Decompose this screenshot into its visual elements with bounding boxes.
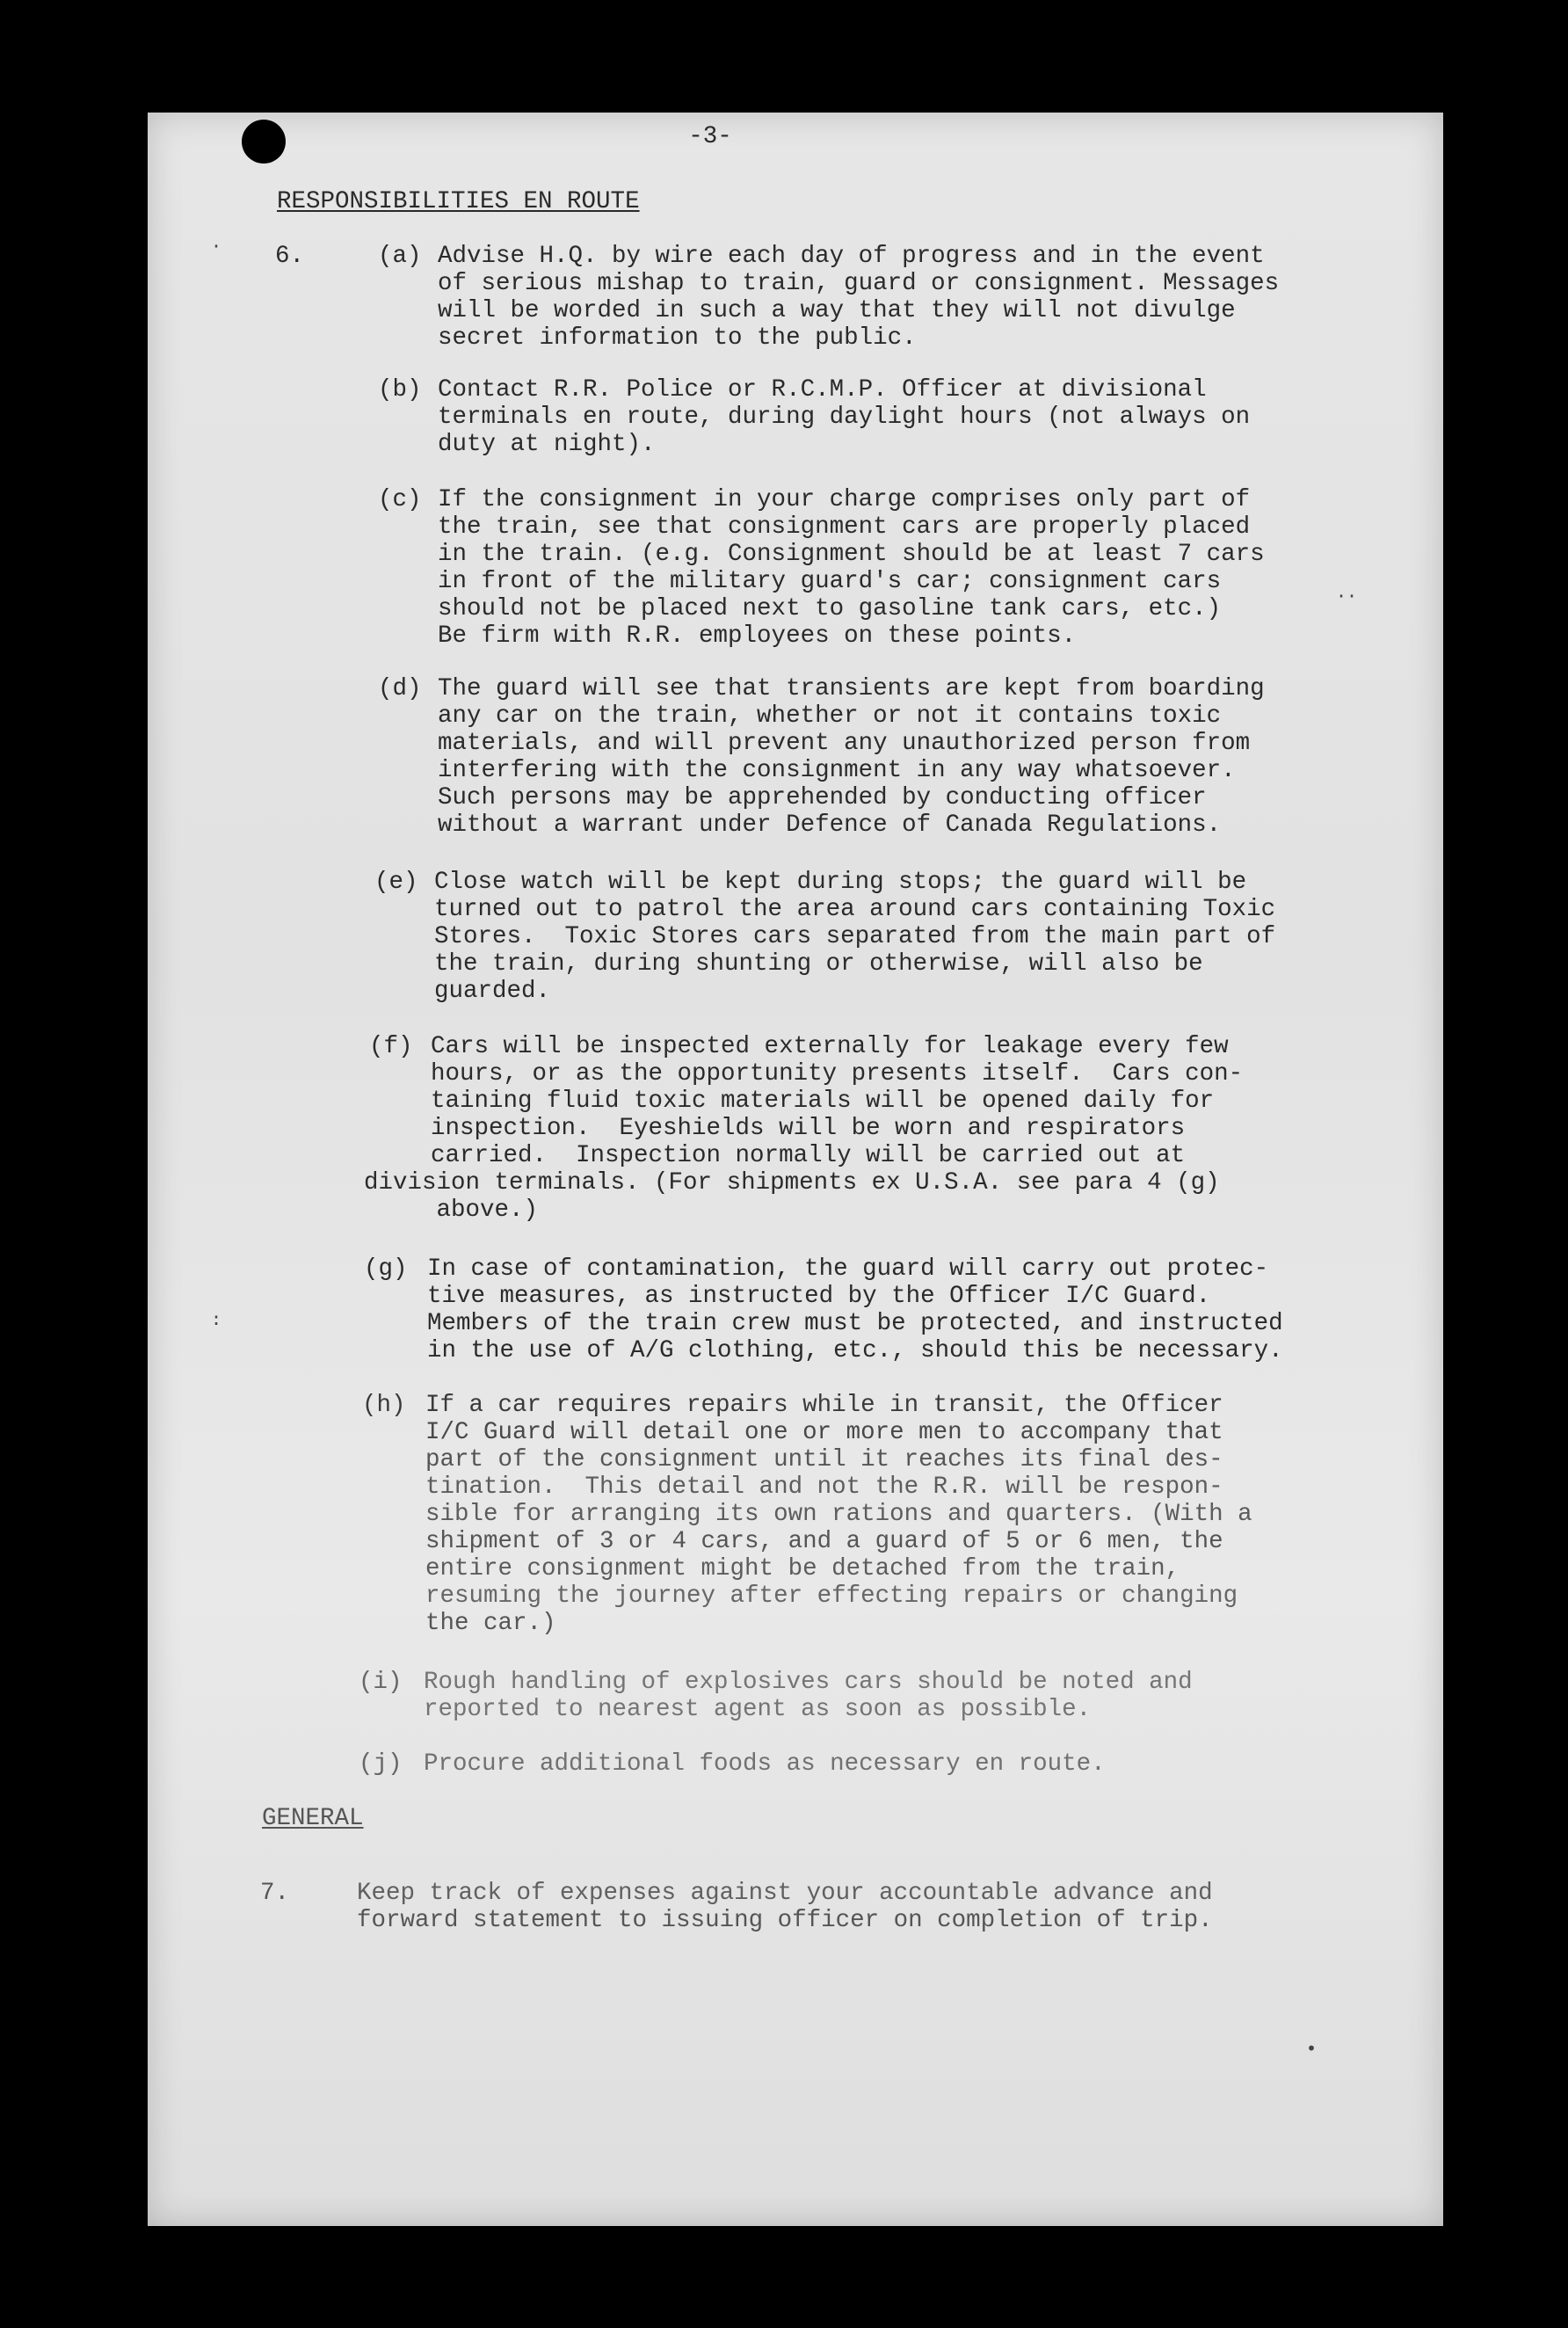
item-line: Advise H.Q. by wire each day of progress and in the event — [438, 243, 1265, 270]
item-line: entire consignment might be detached from the train, — [425, 1555, 1180, 1582]
item-line: If a car requires repairs while in transit, the Officer — [425, 1392, 1223, 1419]
item-line: turned out to patrol the area around cars containing Toxic — [434, 896, 1276, 923]
scan-speck: ·· — [1336, 586, 1358, 607]
item-line: tive measures, as instructed by the Officer I/C Guard. — [427, 1283, 1211, 1310]
item-line: Cars will be inspected externally for leakage every few — [431, 1033, 1229, 1060]
item-line: will be worded in such a way that they will not divulge — [438, 297, 1236, 324]
item-label: (f) — [369, 1033, 413, 1060]
paragraph-number-6: 6. — [275, 243, 305, 270]
section-heading-general: GENERAL — [262, 1805, 364, 1832]
item-line: shipment of 3 or 4 cars, and a guard of 5 or 6 men, the — [425, 1528, 1223, 1555]
item-line: The guard will see that transients are kept from boarding — [438, 675, 1265, 702]
item-line: secret information to the public. — [438, 324, 917, 352]
item-line: Such persons may be apprehended by conducting officer — [438, 784, 1207, 811]
item-line: division terminals. (For shipments ex U.S.A. see para 4 (g) — [364, 1169, 1220, 1197]
item-label: (b) — [378, 376, 422, 404]
item-line: sible for arranging its own rations and quarters. (With a — [425, 1501, 1252, 1528]
item-line: materials, and will prevent any unauthorized person from — [438, 730, 1251, 757]
item-line: any car on the train, whether or not it contains toxic — [438, 702, 1222, 730]
item-line: of serious mishap to train, guard or consignment. Messages — [438, 270, 1280, 297]
item-label: (d) — [378, 675, 422, 702]
item-line: part of the consignment until it reaches its final des- — [425, 1446, 1223, 1473]
item-label: (e) — [374, 869, 418, 896]
item-label: (g) — [364, 1255, 408, 1283]
item-line: Be firm with R.R. employees on these points. — [438, 622, 1077, 650]
paragraph-number-7: 7. — [260, 1880, 290, 1907]
item-line: the car.) — [425, 1610, 556, 1637]
item-line: in front of the military guard's car; consignment cars — [438, 568, 1222, 595]
item-line: above.) — [364, 1197, 539, 1224]
item-line: without a warrant under Defence of Canada Regulations. — [438, 811, 1222, 839]
item-label: (c) — [378, 486, 422, 513]
document-page — [148, 113, 1443, 2226]
item-line: the train, see that consignment cars are properly placed — [438, 513, 1251, 541]
item-line: reported to nearest agent as soon as possible. — [424, 1696, 1092, 1723]
item-label: (i) — [359, 1669, 403, 1696]
punch-hole — [242, 120, 286, 164]
item-line: If the consignment in your charge comprises only part of — [438, 486, 1251, 513]
item-line: should not be placed next to gasoline tank cars, etc.) — [438, 595, 1222, 622]
general-line: forward statement to issuing officer on completion of trip. — [357, 1907, 1213, 1934]
item-line: duty at night). — [438, 431, 656, 458]
item-label: (j) — [359, 1750, 403, 1778]
item-label: (h) — [362, 1392, 406, 1419]
item-line: Contact R.R. Police or R.C.M.P. Officer at divisional — [438, 376, 1207, 404]
item-line: guarded. — [434, 978, 551, 1005]
item-line: tination. This detail and not the R.R. will be respon- — [425, 1473, 1223, 1501]
item-line: Stores. Toxic Stores cars separated from the main part of — [434, 923, 1276, 950]
item-label: (a) — [378, 243, 422, 270]
item-line: In case of contamination, the guard will carry out protec- — [427, 1255, 1269, 1283]
item-line: hours, or as the opportunity presents itself. Cars con- — [431, 1060, 1244, 1088]
item-line: terminals en route, during daylight hours (not always on — [438, 404, 1251, 431]
general-line: Keep track of expenses against your accountable advance and — [357, 1880, 1213, 1907]
item-line: inspection. Eyeshields will be worn and respirators — [431, 1115, 1186, 1142]
section-heading-responsibilities: RESPONSIBILITIES EN ROUTE — [277, 188, 640, 215]
item-line: the train, during shunting or otherwise, will also be — [434, 950, 1203, 978]
item-line: carried. Inspection normally will be carried out at — [431, 1142, 1186, 1169]
item-line: resuming the journey after effecting repairs or changing — [425, 1582, 1238, 1610]
item-line: Procure additional foods as necessary en route. — [424, 1750, 1106, 1778]
scan-speck: : — [211, 1308, 222, 1329]
scan-speck: • — [1306, 2038, 1318, 2059]
item-line: I/C Guard will detail one or more men to accompany that — [425, 1419, 1223, 1446]
page-number: -3- — [688, 123, 732, 150]
scan-speck: · — [211, 236, 222, 257]
item-line: Close watch will be kept during stops; the guard will be — [434, 869, 1247, 896]
item-line: interfering with the consignment in any way whatsoever. — [438, 757, 1236, 784]
item-line: Members of the train crew must be protected, and instructed — [427, 1310, 1283, 1337]
item-line: taining fluid toxic materials will be opened daily for — [431, 1088, 1215, 1115]
item-line: in the use of A/G clothing, etc., should this be necessary. — [427, 1337, 1283, 1364]
item-line: Rough handling of explosives cars should be noted and — [424, 1669, 1193, 1696]
item-line: in the train. (e.g. Consignment should be at least 7 cars — [438, 541, 1265, 568]
